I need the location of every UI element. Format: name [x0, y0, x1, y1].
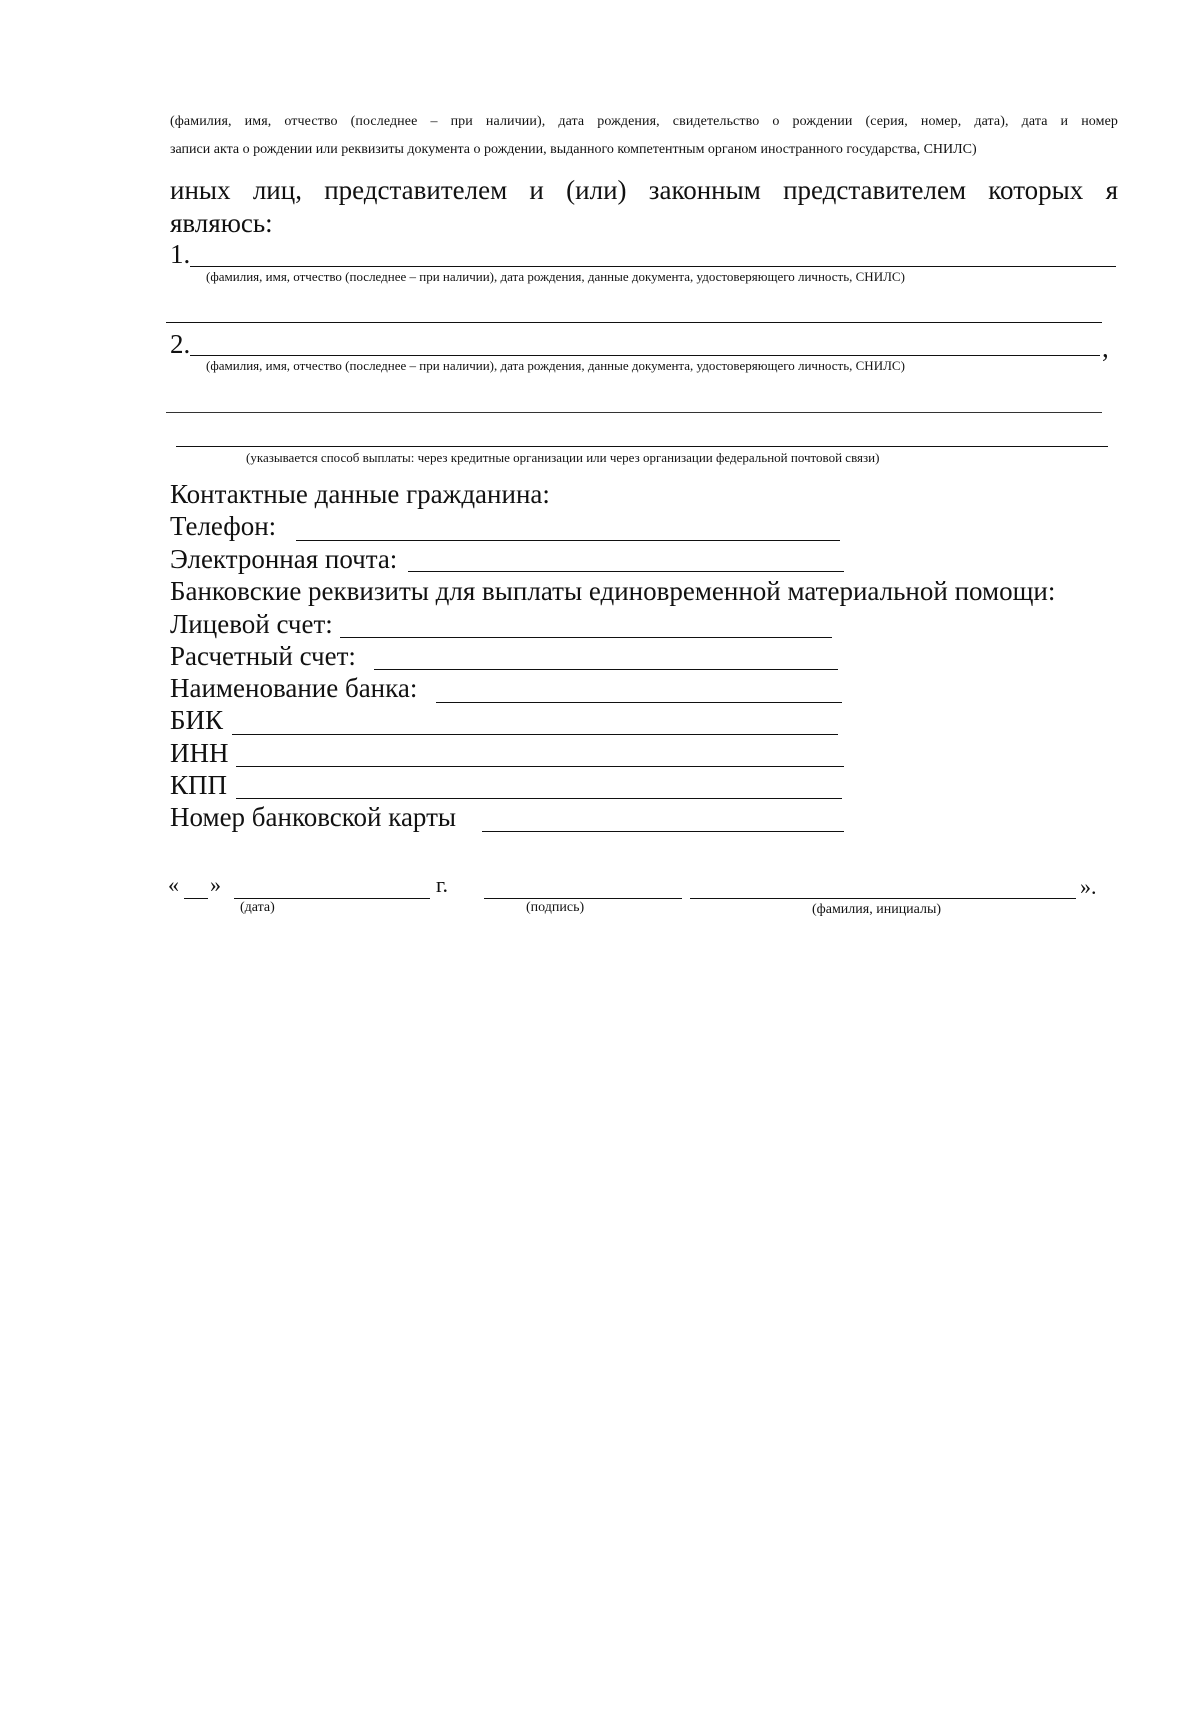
- contacts-heading: Контактные данные гражданина:: [170, 479, 550, 509]
- date-caption: (дата): [240, 900, 275, 915]
- settlement-account-field[interactable]: [374, 669, 838, 670]
- bik-field[interactable]: [232, 734, 838, 735]
- email-field[interactable]: [408, 571, 844, 572]
- name-field[interactable]: [690, 898, 1076, 899]
- day-close-quote: »: [210, 872, 221, 897]
- signature-field[interactable]: [484, 898, 682, 899]
- person-2-trailing-comma: ,: [1102, 333, 1109, 363]
- bank-name-label: Наименование банка:: [170, 673, 418, 703]
- person-1-caption: (фамилия, имя, отчество (последнее – при наличии), дата рождения, данные документа, удостоверяющего личность, СНИЛС): [206, 269, 905, 284]
- kpp-field[interactable]: [236, 798, 842, 799]
- intro-line-2: являюсь:: [170, 208, 273, 238]
- payment-method-caption: (указывается способ выплаты: через кредитные организации или через организации федеральной почтовой связи): [246, 450, 880, 465]
- signature-caption: (подпись): [526, 900, 585, 915]
- person-2-line-extra[interactable]: [166, 412, 1102, 413]
- day-field[interactable]: [184, 898, 208, 899]
- person-1-line[interactable]: [190, 266, 1116, 267]
- intro-line-1: иных лиц, представителем и (или) законным представителем которых я: [170, 175, 1118, 205]
- personal-account-label: Лицевой счет:: [170, 609, 333, 639]
- header-caption-line-2: записи акта о рождении или реквизиты документа о рождении, выданного компетентным органом иностранного государства, СНИЛС): [170, 142, 977, 157]
- person-1-line-extra[interactable]: [166, 322, 1102, 323]
- bank-heading: Банковские реквизиты для выплаты единовременной материальной помощи:: [170, 576, 1056, 606]
- inn-label: ИНН: [170, 738, 229, 768]
- date-field[interactable]: [234, 898, 430, 899]
- header-caption-line-1: (фамилия, имя, отчество (последнее – при наличии), дата рождения, свидетельство о рождении (серия, номер, дата), дата и номер: [170, 114, 1118, 129]
- phone-label: Телефон:: [170, 511, 277, 541]
- person-1-number: 1.: [170, 239, 191, 269]
- day-open-quote: «: [168, 872, 179, 897]
- year-suffix: г.: [436, 872, 449, 897]
- bank-name-field[interactable]: [436, 702, 842, 703]
- person-2-caption: (фамилия, имя, отчество (последнее – при наличии), дата рождения, данные документа, удостоверяющего личность, СНИЛС): [206, 358, 905, 373]
- name-caption: (фамилия, инициалы): [812, 902, 942, 917]
- end-mark: ».: [1080, 874, 1097, 899]
- personal-account-field[interactable]: [340, 637, 832, 638]
- card-number-field[interactable]: [482, 831, 844, 832]
- inn-field[interactable]: [236, 766, 844, 767]
- settlement-account-label: Расчетный счет:: [170, 641, 356, 671]
- kpp-label: КПП: [170, 770, 228, 800]
- card-number-label: Номер банковской карты: [170, 802, 457, 832]
- person-2-line[interactable]: [190, 355, 1100, 356]
- payment-method-line[interactable]: [176, 446, 1108, 447]
- phone-field[interactable]: [296, 540, 840, 541]
- email-label: Электронная почта:: [170, 544, 398, 574]
- bik-label: БИК: [170, 705, 224, 735]
- person-2-number: 2.: [170, 329, 191, 359]
